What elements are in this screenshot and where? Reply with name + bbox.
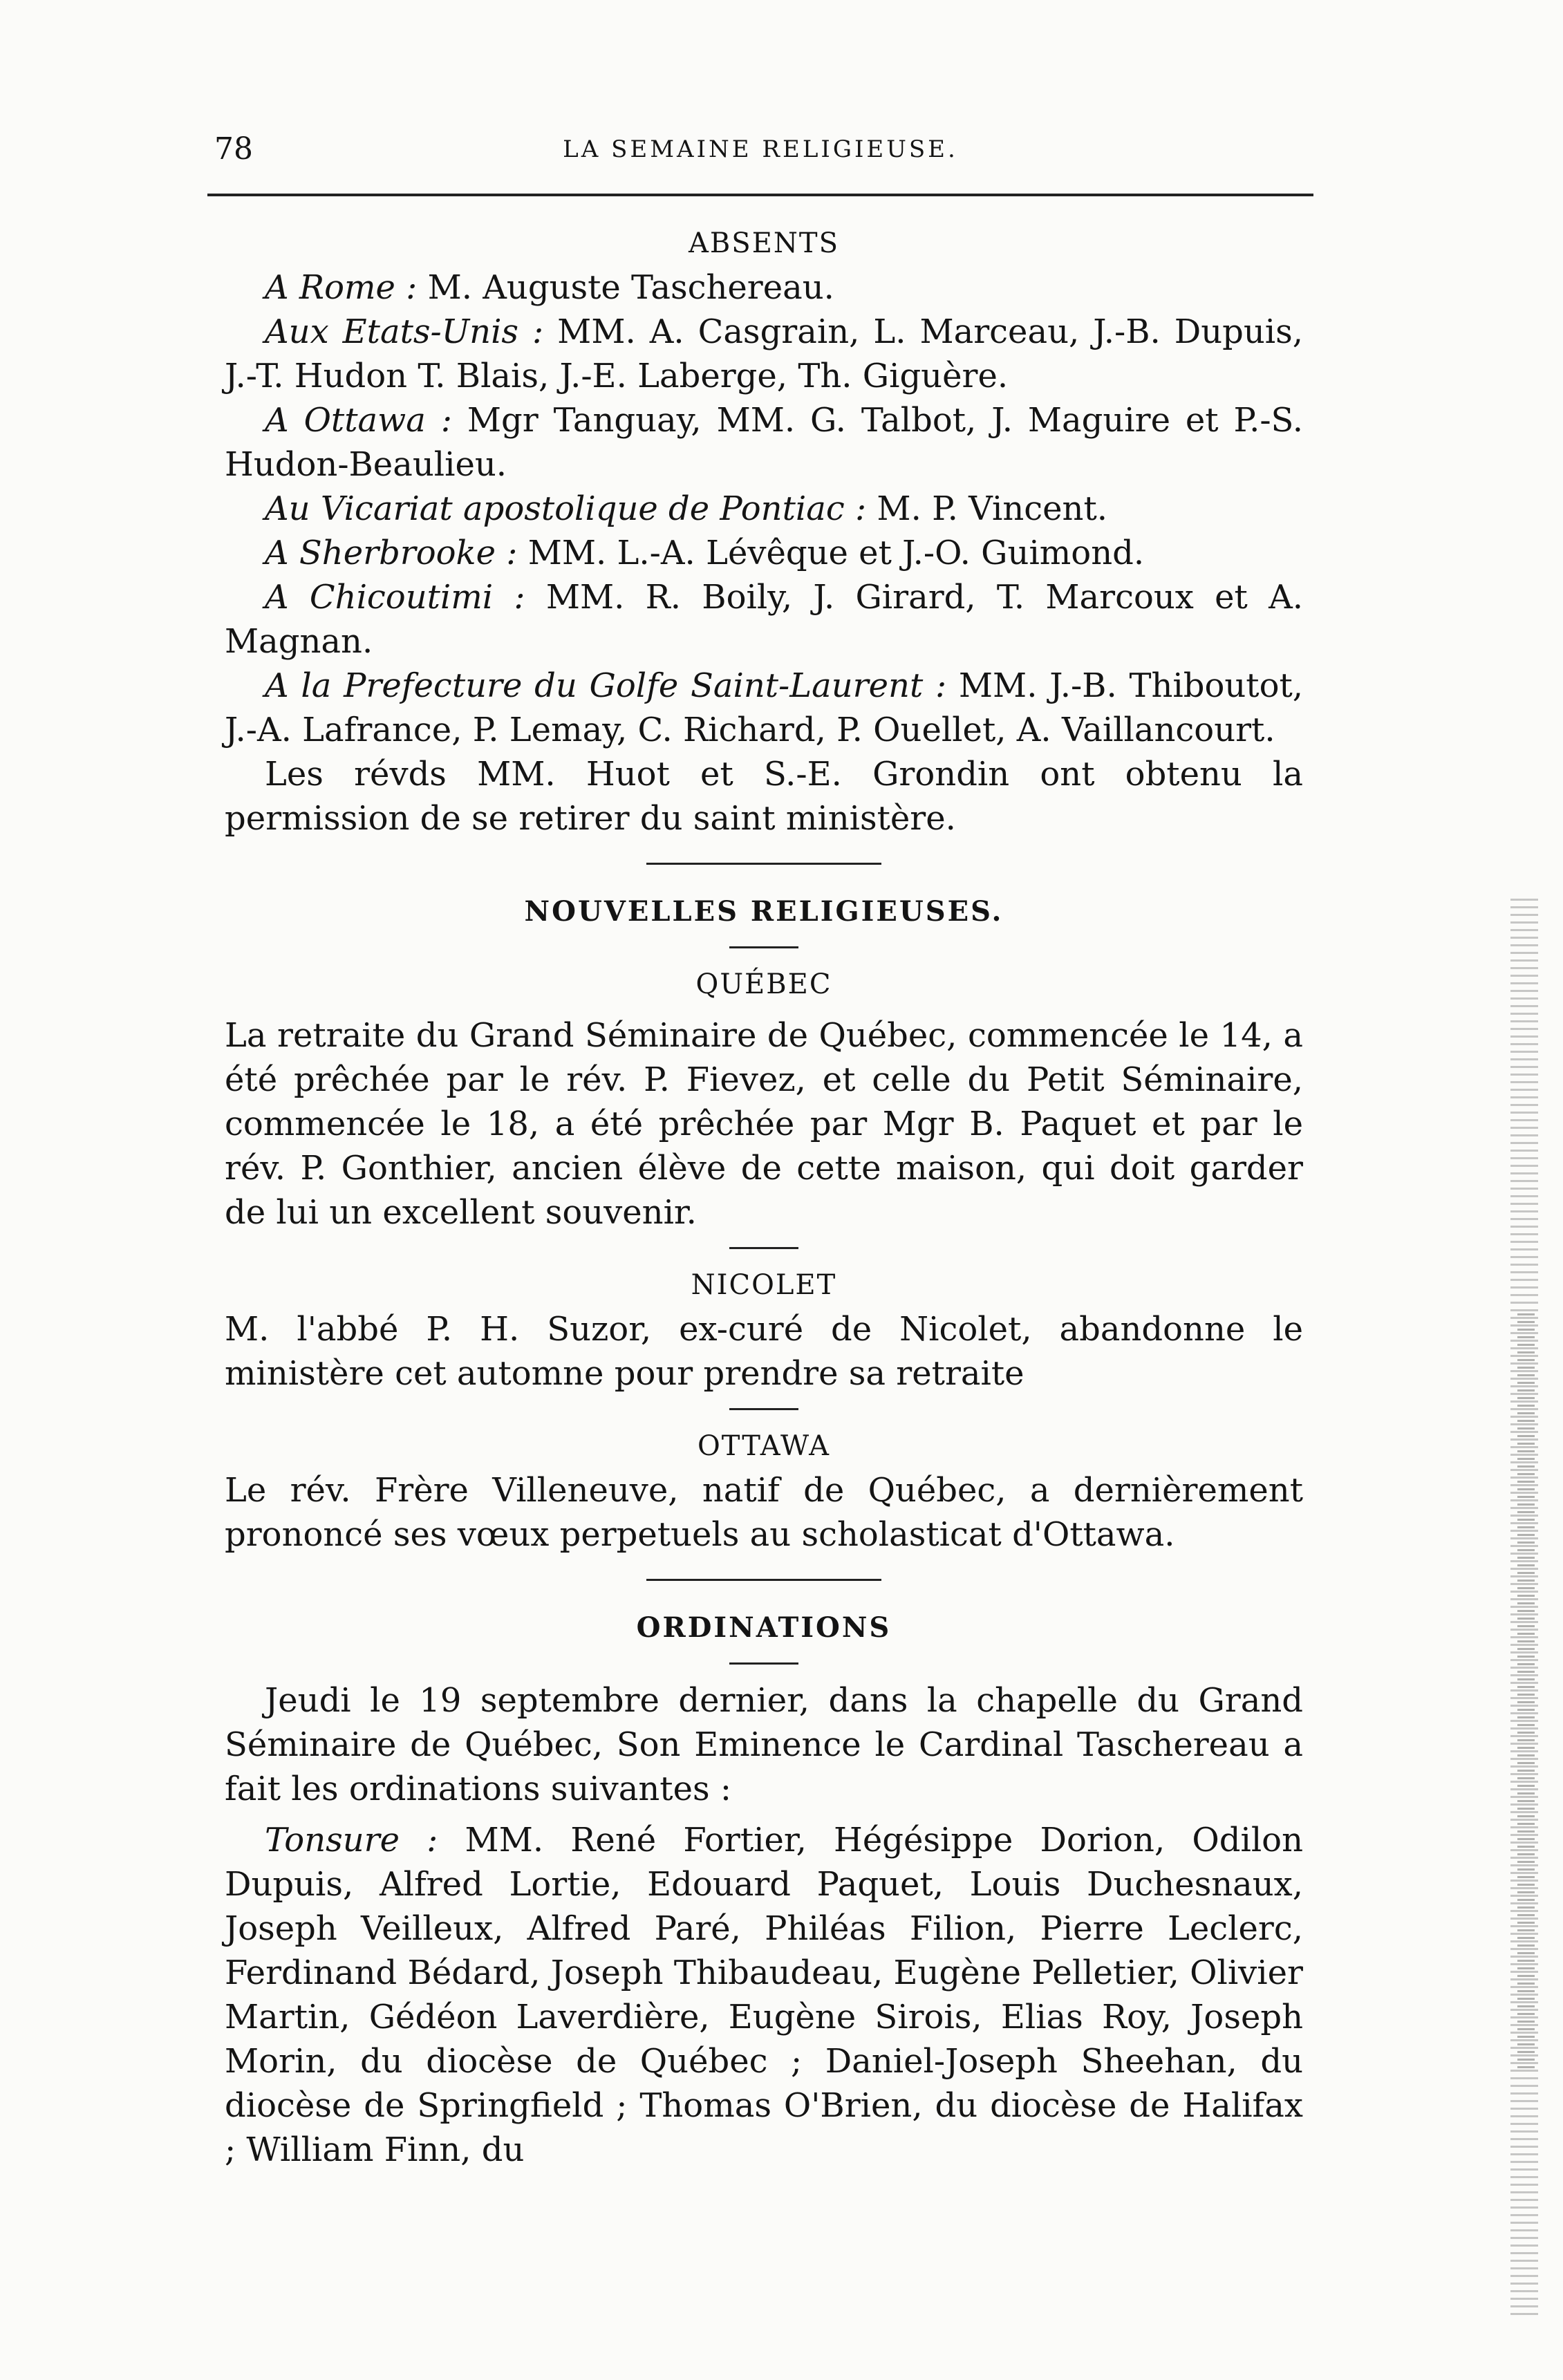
tonsure-entry [225, 1818, 1303, 2172]
absents-heading: ABSENTS [689, 227, 839, 259]
text-column [225, 221, 1303, 2172]
absent-place: A Ottawa : [265, 401, 452, 440]
absent-place: A Sherbrooke : [265, 534, 518, 572]
page-number: 78 [214, 131, 253, 167]
short-divider [729, 1247, 798, 1249]
absent-names: M. P. Vincent. [866, 489, 1108, 528]
absent-place: Au Vicariat apostolique de Pontiac : [265, 489, 867, 528]
short-divider [729, 1408, 798, 1410]
absents-closing: Les révds MM. Huot et S.-E. Grondin ont obtenu la permission de se retirer du saint ministère. [225, 755, 1303, 838]
tonsure-names: MM. René Fortier, Hégésippe Dorion, Odilon Dupuis, Alfred Lortie, Edouard Paquet, Louis Duchesnaux, Joseph Veilleux, Alfred Paré, Philéas Filion, Pierre Leclerc, Ferdinand Bédard, Joseph Thibaudeau, Eugène Pelletier, Olivier Martin, Gédéon Laverdière, Eugène Sirois, Elias Roy, Joseph Morin, du diocèse de Québec ; Daniel-Joseph Sheehan, du diocèse de Springfield ; Thomas O'Brien, du diocèse de Halifax ; William Finn, du [225, 1821, 1303, 2169]
absent-entry [225, 487, 1303, 531]
absent-names: MM. A. Casgrain, L. Marceau, J.-B. Dupuis, J.-T. Hudon T. Blais, J.-E. Laberge, Th. Giguère. [225, 312, 1303, 395]
ottawa-text: Le rév. Frère Villeneuve, natif de Québec, a dernièrement prononcé ses vœux perpetuels au scholasticat d'Ottawa. [225, 1471, 1303, 1554]
scan-margin-artifact [1517, 1313, 1535, 2074]
running-title: LA SEMAINE RELIGIEUSE. [563, 135, 958, 163]
header-rule [207, 194, 1313, 196]
absent-place: Aux Etats-Unis : [265, 312, 544, 351]
ordinations-intro: Jeudi le 19 septembre dernier, dans la chapelle du Grand Séminaire de Québec, Son Eminence le Cardinal Taschereau a fait les ordinations suivantes : [225, 1681, 1303, 1808]
absent-entry [225, 664, 1303, 752]
ordinations-heading: ORDINATIONS [636, 1611, 892, 1644]
absent-place: A Rome : [265, 268, 418, 307]
absent-names: MM. L.-A. Lévêque et J.-O. Guimond. [517, 534, 1145, 572]
absent-names: M. Auguste Taschereau. [417, 268, 834, 307]
nicolet-text: M. l'abbé P. H. Suzor, ex-curé de Nicolet, abandonne le ministère cet automne pour prendre sa retraite [225, 1310, 1303, 1393]
short-divider [729, 1662, 798, 1665]
nicolet-heading: NICOLET [691, 1269, 837, 1301]
section-divider [646, 863, 881, 865]
absent-names: MM. R. Boily, J. Girard, T. Marcoux et A. Magnan. [225, 578, 1304, 661]
absent-entry [225, 310, 1303, 398]
absent-names: Mgr Tanguay, MM. G. Talbot, J. Maguire et P.-S. Hudon-Beaulieu. [225, 401, 1303, 484]
absent-place: A Chicoutimi : [265, 578, 525, 617]
quebec-text: La retraite du Grand Séminaire de Québec, commencée le 14, a été prêchée par le rév. P. Fievez, et celle du Petit Séminaire, commencée le 18, a été prêchée par Mgr B. Paquet et par le rév. P. Gonthier, ancien élève de cette maison, qui doit garder de lui un excellent souvenir. [225, 1016, 1303, 1232]
absent-names: MM. J.-B. Thiboutot, J.-A. Lafrance, P. Lemay, C. Richard, P. Ouellet, A. Vaillancourt. [225, 666, 1304, 749]
absent-entry [225, 575, 1303, 664]
absent-entry [225, 398, 1303, 487]
absent-entry [225, 265, 1303, 310]
absent-place: A la Prefecture du Golfe Saint-Laurent : [265, 666, 947, 705]
absent-entry [225, 531, 1303, 575]
nouvelles-heading: NOUVELLES RELIGIEUSES. [524, 895, 1004, 928]
tonsure-label: Tonsure : [265, 1821, 438, 1859]
ottawa-heading: OTTAWA [698, 1430, 830, 1462]
short-divider [729, 946, 798, 948]
page-header [214, 131, 1307, 173]
quebec-heading: QUÉBEC [695, 968, 832, 1000]
section-divider [646, 1579, 881, 1581]
